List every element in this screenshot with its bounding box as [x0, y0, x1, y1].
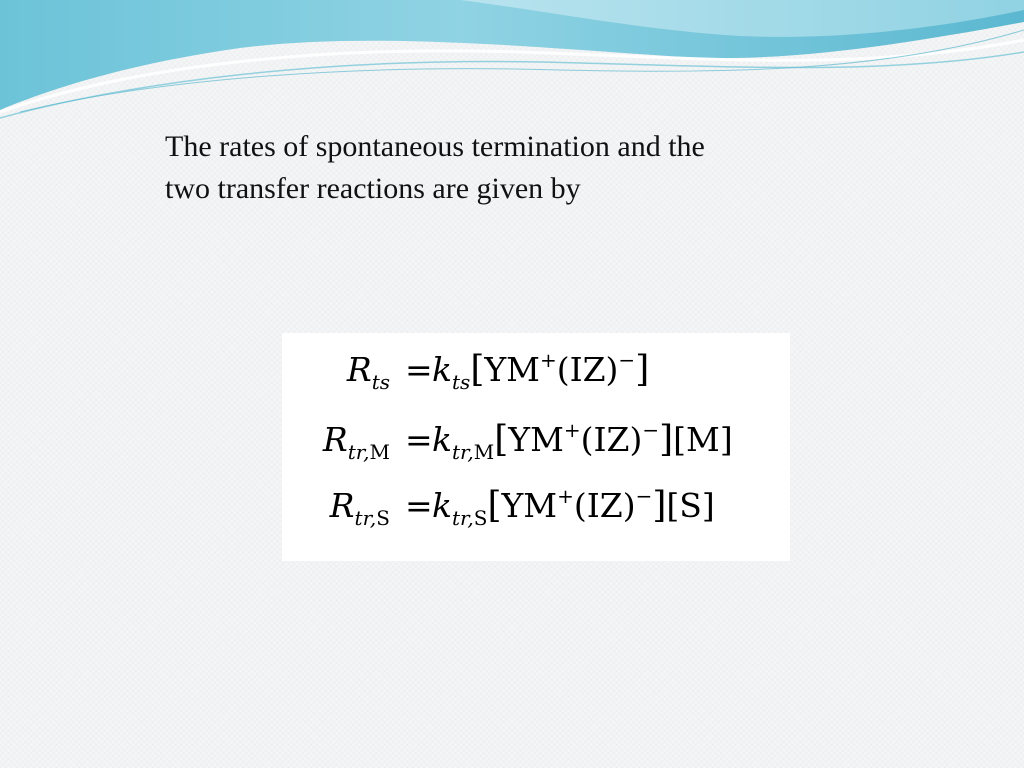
- equation-termination: [282, 339, 790, 399]
- rate-expression: k tr,S [ YM + (IZ) − ] [S]: [432, 483, 715, 530]
- header-wave-decoration: [0, 0, 1024, 130]
- intro-line-1: The rates of spontaneous termination and the: [165, 130, 705, 163]
- intro-text: [165, 126, 805, 210]
- rate-expression: k ts [ YM + (IZ) − ]: [432, 347, 650, 394]
- rate-symbol: R tr,S: [329, 485, 390, 530]
- equals-sign: =: [405, 419, 433, 459]
- equals-sign: =: [405, 349, 433, 389]
- equation-transfer-monomer: [282, 409, 790, 469]
- rate-expression: k tr,M [ YM + (IZ) − ] [M]: [432, 417, 733, 464]
- rate-symbol: R tr,M: [322, 419, 390, 464]
- rate-symbol: R ts: [346, 349, 390, 394]
- intro-line-2: two transfer reactions are given by: [165, 172, 581, 205]
- equation-transfer-solvent: [282, 475, 790, 535]
- equals-sign: =: [405, 485, 433, 525]
- equations-image: [282, 333, 790, 561]
